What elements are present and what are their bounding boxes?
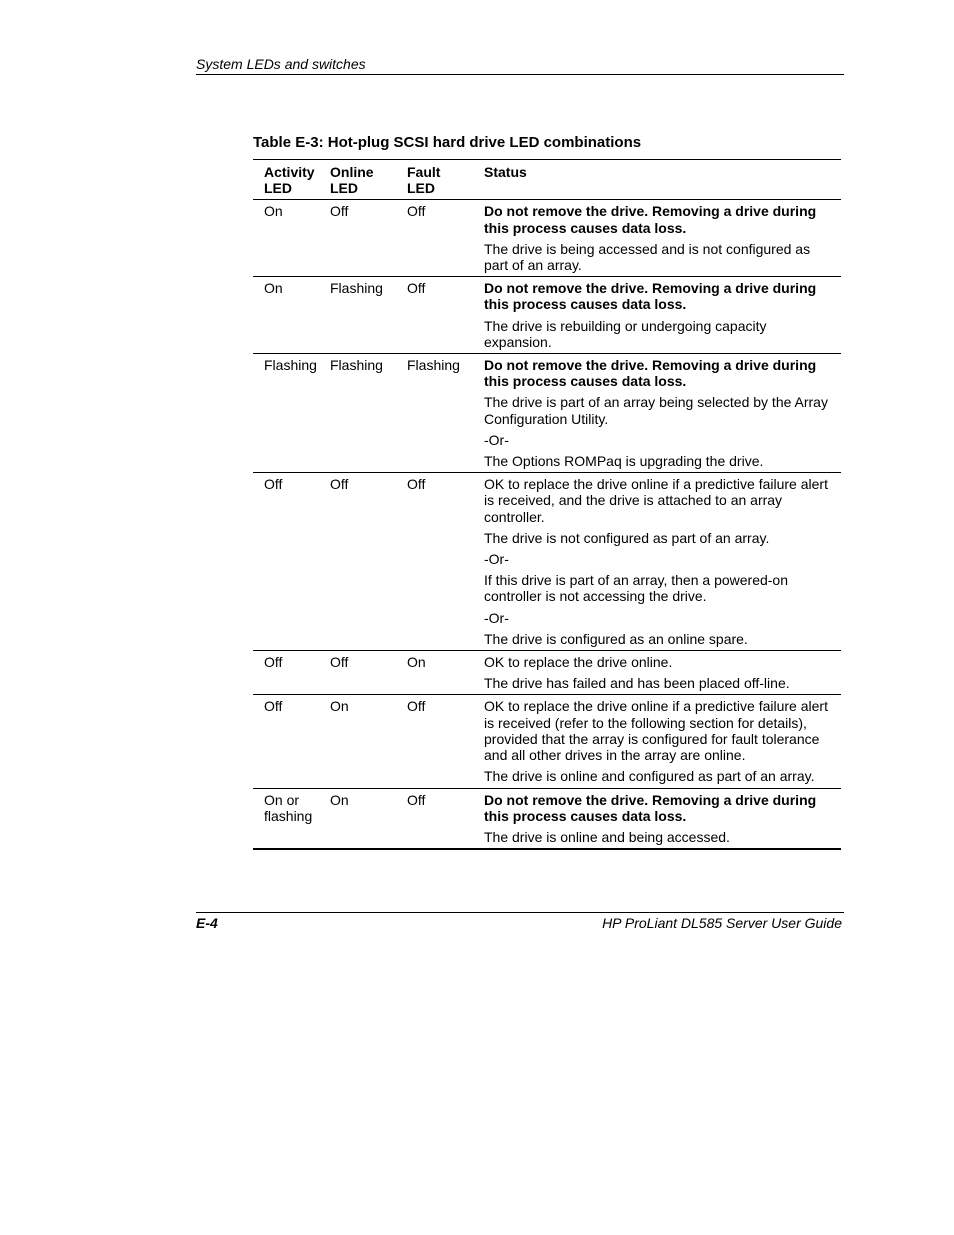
- status-cell: [484, 695, 841, 788]
- column-header-line: LED: [330, 180, 358, 197]
- fault-led-cell: Off: [407, 791, 426, 808]
- status-description-text: The drive is rebuilding or undergoing capacity expansion.: [484, 317, 767, 350]
- led-combinations-table: [253, 159, 841, 850]
- status-cell: [484, 354, 841, 473]
- column-header-online: [330, 160, 407, 200]
- online-led-cell: Flashing: [330, 357, 383, 374]
- table-row: [253, 200, 841, 277]
- table-row: [253, 354, 841, 473]
- status-warning-text: Do not remove the drive. Removing a drive during this process causes data loss.: [484, 791, 817, 824]
- activity-led-cell: Off: [264, 698, 283, 715]
- running-header-title: System LEDs and switches: [196, 56, 366, 72]
- fault-led-cell: On: [407, 654, 426, 671]
- table-row: [253, 695, 841, 788]
- status-cell: [484, 788, 841, 849]
- status-cell: [484, 200, 841, 277]
- table-row: [253, 788, 841, 849]
- table-body: [253, 200, 841, 849]
- online-led-cell: On: [330, 698, 349, 715]
- online-led-cell: Off: [330, 203, 349, 220]
- status-warning-text: Do not remove the drive. Removing a drive during this process causes data loss.: [484, 203, 817, 236]
- status-description-text: -Or-: [484, 431, 509, 448]
- status-warning-text: Do not remove the drive. Removing a drive during this process causes data loss.: [484, 280, 817, 313]
- status-description-text: The drive is part of an array being selected by the Array Configuration Utility.: [484, 394, 828, 427]
- activity-led-cell: Flashing: [264, 357, 317, 374]
- status-description-text: The drive has failed and has been placed off-line.: [484, 675, 790, 692]
- activity-led-cell: Off: [264, 654, 283, 671]
- activity-led-cell: Off: [264, 476, 283, 493]
- column-header-line: Activity: [264, 164, 315, 180]
- status-description-text: -Or-: [484, 609, 509, 626]
- footer-rule: [196, 912, 844, 913]
- column-header-line: Fault: [407, 164, 441, 180]
- status-description-text: If this drive is part of an array, then a powered-on controller is not accessing the drive.: [484, 572, 789, 605]
- header-rule: [196, 74, 844, 75]
- status-description-text: OK to replace the drive online.: [484, 654, 673, 671]
- status-description-text: OK to replace the drive online if a predictive failure alert is received, and the drive is attached to an array controller.: [484, 476, 828, 525]
- table-header-row: [253, 160, 841, 200]
- activity-led-cell: On: [264, 280, 283, 297]
- page-number: E-4: [196, 915, 218, 931]
- status-cell: [484, 277, 841, 354]
- status-description-text: The drive is not configured as part of an array.: [484, 529, 770, 546]
- column-header-fault: [407, 160, 484, 200]
- status-description-text: The drive is configured as an online spare.: [484, 630, 748, 647]
- column-header-line: LED: [264, 180, 292, 197]
- status-warning-text: Do not remove the drive. Removing a drive during this process causes data loss.: [484, 357, 817, 390]
- column-header-line: Online: [330, 164, 374, 180]
- table-caption: Table E-3: Hot-plug SCSI hard drive LED combinations: [253, 134, 642, 151]
- column-header-line: Status: [484, 164, 527, 180]
- fault-led-cell: Off: [407, 698, 426, 715]
- status-description-text: The Options ROMPaq is upgrading the drive.: [484, 453, 764, 470]
- column-header-status: [484, 160, 841, 200]
- status-description-text: OK to replace the drive online if a predictive failure alert is received (refer to the following section for details), provided that the array is configured for fault tolerance and all other drives in the array are online.: [484, 698, 828, 764]
- status-cell: [484, 651, 841, 695]
- online-led-cell: On: [330, 791, 349, 808]
- status-description-text: The drive is online and being accessed.: [484, 828, 730, 845]
- online-led-cell: Off: [330, 654, 349, 671]
- column-header-line: LED: [407, 180, 435, 197]
- status-description-text: -Or-: [484, 551, 509, 568]
- fault-led-cell: Off: [407, 476, 426, 493]
- online-led-cell: Off: [330, 476, 349, 493]
- activity-led-cell: On: [264, 203, 283, 220]
- online-led-cell: Flashing: [330, 280, 383, 297]
- table-row: [253, 651, 841, 695]
- column-header-activity: [253, 160, 330, 200]
- activity-led-cell: On or flashing: [264, 791, 313, 824]
- status-description-text: The drive is being accessed and is not configured as part of an array.: [484, 240, 811, 274]
- table-row: [253, 277, 841, 354]
- table-row: [253, 473, 841, 651]
- fault-led-cell: Flashing: [407, 357, 460, 374]
- fault-led-cell: Off: [407, 280, 426, 297]
- status-cell: [484, 473, 841, 651]
- status-description-text: The drive is online and configured as part of an array.: [484, 768, 815, 785]
- fault-led-cell: Off: [407, 203, 426, 220]
- footer-guide-title: HP ProLiant DL585 Server User Guide: [602, 915, 842, 931]
